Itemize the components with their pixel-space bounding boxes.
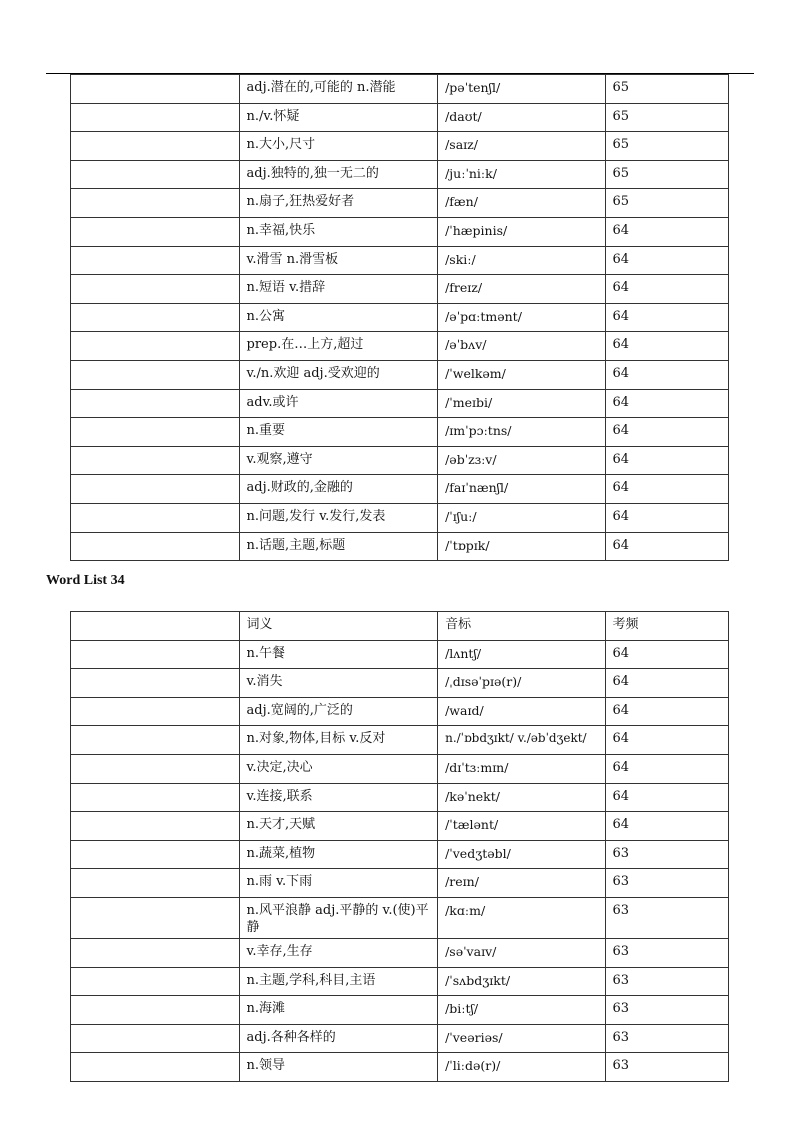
- frequency-cell: 64: [605, 418, 728, 447]
- definition-cell: n.对象,物体,目标 v.反对: [239, 726, 438, 755]
- definition-cell: n.雨 v.下雨: [239, 869, 438, 898]
- table-row: [71, 869, 729, 898]
- blank-cell: [71, 75, 240, 104]
- phonetic-cell: /juːˈniːk/: [438, 160, 605, 189]
- table-row: [71, 389, 729, 418]
- phonetic-cell: /skiː/: [438, 246, 605, 275]
- blank-cell: [71, 697, 240, 726]
- table-row: [71, 1024, 729, 1053]
- blank-cell: [71, 132, 240, 161]
- table-row: [71, 189, 729, 218]
- phonetic-cell: /daʊt/: [438, 103, 605, 132]
- definition-cell: prep.在…上方,超过: [239, 332, 438, 361]
- phonetic-cell: /freɪz/: [438, 275, 605, 304]
- table-row: [71, 503, 729, 532]
- phonetic-cell: /ˌdɪsəˈpɪə(r)/: [438, 669, 605, 698]
- frequency-cell: 64: [605, 640, 728, 669]
- phonetic-cell: /ɪmˈpɔːtns/: [438, 418, 605, 447]
- table-row: [71, 360, 729, 389]
- frequency-cell: 63: [605, 840, 728, 869]
- table-row: [71, 938, 729, 967]
- frequency-cell: 64: [605, 726, 728, 755]
- blank-cell: [71, 938, 240, 967]
- phonetic-cell: /ˈɪʃuː/: [438, 503, 605, 532]
- blank-cell: [71, 446, 240, 475]
- table-header-row: [71, 612, 729, 641]
- definition-cell: adj.潜在的,可能的 n.潜能: [239, 75, 438, 104]
- definition-cell: n.扇子,狂热爱好者: [239, 189, 438, 218]
- table-row: [71, 103, 729, 132]
- definition-cell: adj.独特的,独一无二的: [239, 160, 438, 189]
- phonetic-cell: /waɪd/: [438, 697, 605, 726]
- definition-cell: adj.各种各样的: [239, 1024, 438, 1053]
- blank-cell: [71, 332, 240, 361]
- frequency-cell: 64: [605, 669, 728, 698]
- frequency-cell: 64: [605, 217, 728, 246]
- blank-cell: [71, 532, 240, 561]
- blank-cell: [71, 869, 240, 898]
- table-row: [71, 669, 729, 698]
- definition-cell: n.问题,发行 v.发行,发表: [239, 503, 438, 532]
- phonetic-cell: /kɑːm/: [438, 897, 605, 938]
- table-row: [71, 275, 729, 304]
- frequency-cell: 63: [605, 996, 728, 1025]
- phonetic-cell: /fæn/: [438, 189, 605, 218]
- blank-cell: [71, 1024, 240, 1053]
- table-row: [71, 75, 729, 104]
- phonetic-cell: /ˈtælənt/: [438, 812, 605, 841]
- table-row: [71, 160, 729, 189]
- phonetic-cell: /əbˈzɜːv/: [438, 446, 605, 475]
- frequency-cell: 64: [605, 532, 728, 561]
- phonetic-cell: /faɪˈnænʃl/: [438, 475, 605, 504]
- frequency-cell: 65: [605, 160, 728, 189]
- phonetic-cell: /pəˈtenʃl/: [438, 75, 605, 104]
- definition-cell: n.重要: [239, 418, 438, 447]
- blank-cell: [71, 840, 240, 869]
- phonetic-cell: /ˈsʌbdʒɪkt/: [438, 967, 605, 996]
- definition-cell: v.幸存,生存: [239, 938, 438, 967]
- definition-cell: adj.财政的,金融的: [239, 475, 438, 504]
- word-list-title: Word List 34: [46, 573, 125, 588]
- header-phonetic: 音标: [438, 612, 605, 641]
- header-frequency: 考频: [605, 612, 728, 641]
- definition-cell: adv.或许: [239, 389, 438, 418]
- phonetic-cell: /ˈmeɪbi/: [438, 389, 605, 418]
- phonetic-cell: /reɪn/: [438, 869, 605, 898]
- blank-cell: [71, 360, 240, 389]
- blank-cell: [71, 669, 240, 698]
- definition-cell: n./v.怀疑: [239, 103, 438, 132]
- frequency-cell: 64: [605, 783, 728, 812]
- frequency-cell: 63: [605, 938, 728, 967]
- vocab-table-word-list-34: [70, 611, 729, 1082]
- blank-cell: [71, 1053, 240, 1082]
- frequency-cell: 64: [605, 697, 728, 726]
- frequency-cell: 64: [605, 754, 728, 783]
- definition-cell: v.滑雪 n.滑雪板: [239, 246, 438, 275]
- definition-cell: n.短语 v.措辞: [239, 275, 438, 304]
- definition-cell: n.午餐: [239, 640, 438, 669]
- phonetic-cell: /kəˈnekt/: [438, 783, 605, 812]
- definition-cell: n.主题,学科,科目,主语: [239, 967, 438, 996]
- blank-cell: [71, 160, 240, 189]
- definition-cell: n.天才,天赋: [239, 812, 438, 841]
- blank-cell: [71, 612, 240, 641]
- blank-cell: [71, 754, 240, 783]
- table-row: [71, 754, 729, 783]
- blank-cell: [71, 103, 240, 132]
- table-row: [71, 812, 729, 841]
- frequency-cell: 63: [605, 869, 728, 898]
- frequency-cell: 64: [605, 303, 728, 332]
- definition-cell: n.蔬菜,植物: [239, 840, 438, 869]
- frequency-cell: 65: [605, 103, 728, 132]
- frequency-cell: 65: [605, 75, 728, 104]
- table-row: [71, 418, 729, 447]
- blank-cell: [71, 996, 240, 1025]
- definition-cell: n.公寓: [239, 303, 438, 332]
- frequency-cell: 64: [605, 812, 728, 841]
- phonetic-cell: /səˈvaɪv/: [438, 938, 605, 967]
- blank-cell: [71, 967, 240, 996]
- frequency-cell: 63: [605, 1024, 728, 1053]
- phonetic-cell: /dɪˈtɜːmɪn/: [438, 754, 605, 783]
- frequency-cell: 65: [605, 132, 728, 161]
- blank-cell: [71, 246, 240, 275]
- phonetic-cell: /ˈwelkəm/: [438, 360, 605, 389]
- definition-cell: v.消失: [239, 669, 438, 698]
- blank-cell: [71, 389, 240, 418]
- table-row: [71, 967, 729, 996]
- table-row: [71, 332, 729, 361]
- frequency-cell: 64: [605, 446, 728, 475]
- table-row: [71, 446, 729, 475]
- phonetic-cell: /əˈbʌv/: [438, 332, 605, 361]
- frequency-cell: 63: [605, 897, 728, 938]
- frequency-cell: 64: [605, 360, 728, 389]
- phonetic-cell: /əˈpɑːtmənt/: [438, 303, 605, 332]
- blank-cell: [71, 783, 240, 812]
- header-definition: 词义: [239, 612, 438, 641]
- table-row: [71, 726, 729, 755]
- definition-cell: n.幸福,快乐: [239, 217, 438, 246]
- table-row: [71, 996, 729, 1025]
- phonetic-cell: /lʌntʃ/: [438, 640, 605, 669]
- table-row: [71, 1053, 729, 1082]
- blank-cell: [71, 726, 240, 755]
- definition-cell: n.风平浪静 adj.平静的 v.(使)平静: [239, 897, 438, 938]
- blank-cell: [71, 897, 240, 938]
- table-row: [71, 783, 729, 812]
- phonetic-cell: n./ˈɒbdʒɪkt/ v./əbˈdʒekt/: [438, 726, 605, 755]
- phonetic-cell: /biːtʃ/: [438, 996, 605, 1025]
- frequency-cell: 64: [605, 503, 728, 532]
- definition-cell: n.领导: [239, 1053, 438, 1082]
- blank-cell: [71, 275, 240, 304]
- definition-cell: n.大小,尺寸: [239, 132, 438, 161]
- table-row: [71, 303, 729, 332]
- table-row: [71, 132, 729, 161]
- definition-cell: n.话题,主题,标题: [239, 532, 438, 561]
- definition-cell: v.连接,联系: [239, 783, 438, 812]
- phonetic-cell: /ˈhæpinis/: [438, 217, 605, 246]
- blank-cell: [71, 189, 240, 218]
- table-row: [71, 640, 729, 669]
- table-row: [71, 532, 729, 561]
- definition-cell: v.决定,决心: [239, 754, 438, 783]
- table-row: [71, 217, 729, 246]
- blank-cell: [71, 812, 240, 841]
- phonetic-cell: /ˈliːdə(r)/: [438, 1053, 605, 1082]
- table-row: [71, 475, 729, 504]
- phonetic-cell: /ˈveəriəs/: [438, 1024, 605, 1053]
- definition-cell: n.海滩: [239, 996, 438, 1025]
- frequency-cell: 64: [605, 332, 728, 361]
- table-row: [71, 246, 729, 275]
- blank-cell: [71, 418, 240, 447]
- table-row: [71, 697, 729, 726]
- frequency-cell: 64: [605, 389, 728, 418]
- frequency-cell: 64: [605, 275, 728, 304]
- blank-cell: [71, 217, 240, 246]
- definition-cell: adj.宽阔的,广泛的: [239, 697, 438, 726]
- blank-cell: [71, 303, 240, 332]
- frequency-cell: 63: [605, 1053, 728, 1082]
- blank-cell: [71, 475, 240, 504]
- phonetic-cell: /ˈvedʒtəbl/: [438, 840, 605, 869]
- phonetic-cell: /ˈtɒpɪk/: [438, 532, 605, 561]
- frequency-cell: 65: [605, 189, 728, 218]
- definition-cell: v./n.欢迎 adj.受欢迎的: [239, 360, 438, 389]
- table-row: [71, 840, 729, 869]
- definition-cell: v.观察,遵守: [239, 446, 438, 475]
- vocab-table-continued: [70, 74, 729, 561]
- table-row: [71, 897, 729, 938]
- blank-cell: [71, 503, 240, 532]
- frequency-cell: 64: [605, 246, 728, 275]
- blank-cell: [71, 640, 240, 669]
- frequency-cell: 63: [605, 967, 728, 996]
- frequency-cell: 64: [605, 475, 728, 504]
- phonetic-cell: /saɪz/: [438, 132, 605, 161]
